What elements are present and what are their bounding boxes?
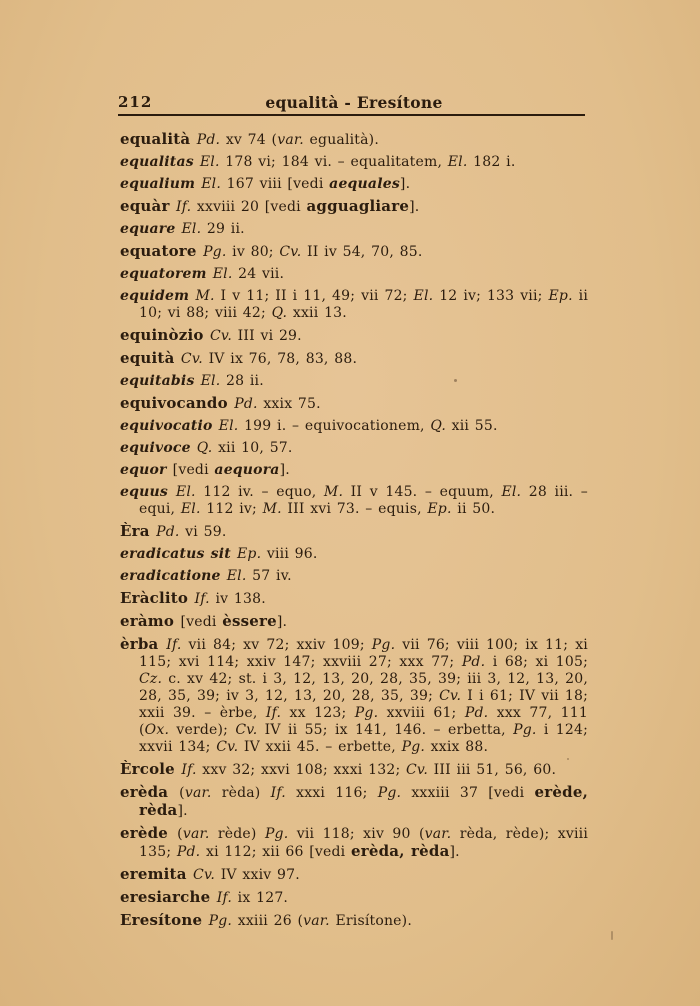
entry-word: equalium [120, 176, 202, 192]
entry-text: III xvi 73. – equis, [281, 501, 428, 517]
index-entry [120, 546, 588, 563]
entry-text: If. [265, 705, 282, 721]
entry-text: El. [199, 154, 220, 170]
entry-text: If. [194, 591, 210, 607]
entry-text: Pd. [196, 132, 221, 148]
entry-text: If. [181, 762, 197, 778]
entry-text: If. [216, 890, 233, 906]
index-entry [120, 288, 588, 322]
entry-word: equare [120, 221, 182, 237]
entry-text: IV xxiv 97. [215, 867, 300, 883]
entry-word: erède [120, 824, 178, 842]
entry-text: 28 iii. – equi, [139, 484, 588, 517]
entry-text: ]. [399, 176, 411, 192]
entry-text: var. [277, 132, 304, 148]
entry-text: ix 127. [232, 890, 289, 906]
entry-text: Pd. [156, 524, 180, 540]
entry-text: 57 iv. [246, 568, 292, 584]
entry-text: xxii 13. [287, 305, 347, 321]
entry-text: M. [323, 484, 344, 500]
entry-word: erède, rèda [139, 783, 588, 819]
entry-text: III iii 51, 56, 60. [428, 762, 557, 778]
entry-text: 178 vi; 184 vi. – equalitatem, [219, 154, 448, 170]
entries [120, 131, 588, 935]
entry-text: El. [447, 154, 468, 170]
entry-word: equus [120, 484, 176, 500]
entry-text: El. [181, 221, 202, 237]
index-entry [120, 761, 588, 779]
entry-word: eradicatione [120, 568, 227, 584]
entry-text: 12 iv; 133 vii; [433, 288, 549, 304]
entry-word: erèda, rèda [351, 842, 450, 860]
entry-text: Cv. [216, 739, 239, 755]
entry-text: xv 74 ( [220, 132, 278, 148]
entry-word: eràmo [120, 612, 181, 630]
entry-text: Pg. [354, 705, 379, 721]
index-entry [120, 327, 588, 345]
entry-text: Erisítone). [329, 913, 412, 929]
entry-text: El. [175, 484, 196, 500]
entry-word: equivocando [120, 394, 235, 412]
entry-text: If. [175, 199, 192, 215]
index-entry [120, 131, 588, 149]
entry-text: ii 50. [451, 501, 496, 517]
entry-text: egualità). [303, 132, 379, 148]
entry-word: eremita [120, 865, 194, 883]
entry-text: ii 10; vi 88; viii 42; [139, 288, 589, 321]
entry-text: I i 61; IV vii 18; xxii 39. – èrbe, [139, 688, 589, 721]
entry-text: I v 11; II i 11, 49; vii 72; [214, 288, 414, 304]
entry-text: 24 vii. [232, 266, 285, 282]
entry-text: ( [177, 826, 183, 842]
page-number: 212 [118, 93, 153, 111]
entry-text: vi 59. [179, 524, 227, 540]
entry-text: var. [424, 826, 452, 842]
entry-word: equivoce [120, 440, 197, 456]
entry-text: var. [184, 785, 212, 801]
entry-word: equatorem [120, 266, 213, 282]
entry-text: iv 80; [226, 244, 280, 260]
entry-text: var. [182, 826, 210, 842]
entry-word: Eresítone [120, 911, 209, 929]
entry-text: If. [166, 637, 182, 653]
entry-text: [vedi [180, 614, 223, 630]
entry-text: Pg. [203, 244, 227, 260]
entry-text: ( [179, 785, 185, 801]
entry-text: ]. [409, 199, 420, 215]
entry-text: Cz. [139, 671, 163, 687]
entry-word: èssere [222, 612, 277, 630]
index-entry [120, 462, 588, 479]
entry-text: xxiii 26 ( [232, 913, 304, 929]
entry-text: M. [262, 501, 282, 517]
index-entry [120, 154, 588, 171]
entry-text: c. xv 42; st. i 3, 12, 13, 20, 28, 35, 39; iii 3, 12, 13, 20, 28, 35, 39; iv 3, 12, 13, 20, 28, 35, 39; [139, 671, 588, 704]
entry-text: Pd. [176, 844, 201, 860]
entry-text: IV xxii 45. – erbette, [238, 739, 402, 755]
entry-text: Ox. [144, 722, 170, 738]
index-entry [120, 590, 588, 608]
entry-word: eresiarche [120, 888, 217, 906]
entry-text: verde); [169, 722, 236, 738]
entry-text: xii 10, 57. [212, 440, 293, 456]
entry-word: Eràclito [120, 589, 195, 607]
entry-text: M. [195, 288, 215, 304]
entry-text: xxv 32; xxvi 108; xxxi 132; [196, 762, 407, 778]
entry-text: El. [218, 418, 239, 434]
entry-text: III vi 29. [232, 328, 302, 344]
entry-text: 167 viii [vedi [221, 176, 330, 192]
entry-text: Pd. [461, 654, 486, 670]
entry-text: ]. [449, 844, 460, 860]
entry-text: xi 112; xii 66 [vedi [200, 844, 352, 860]
entry-text: 29 ii. [201, 221, 245, 237]
entry-text: [vedi [172, 462, 215, 478]
scan-speck [567, 758, 569, 760]
index-entry [120, 243, 588, 261]
entry-text: Cv. [439, 688, 462, 704]
entry-word: equivocatio [120, 418, 219, 434]
entry-text: xii 55. [446, 418, 498, 434]
entry-text: IV ii 55; ix 141, 146. – erbetta, [257, 722, 514, 738]
entry-text: Pg. [377, 785, 402, 801]
entry-text: xxviii 20 [vedi [191, 199, 307, 215]
entry-text: Pd. [234, 396, 258, 412]
entry-word: equitabis [120, 373, 201, 389]
entry-text: Cv. [210, 328, 233, 344]
entry-word: equidem [120, 288, 196, 304]
index-entry [120, 568, 588, 585]
entry-text: El. [201, 176, 221, 192]
entry-text: vii 84; xv 72; xxiv 109; [181, 637, 372, 653]
entry-text: xxxiii 37 [vedi [401, 785, 535, 801]
running-title: equalità - Eresítone [265, 93, 443, 112]
entry-text: Ep. [237, 546, 262, 562]
entry-text: 199 i. – equivocationem, [238, 418, 431, 434]
entry-text: Cv. [193, 867, 216, 883]
entry-word: aequora [214, 462, 280, 478]
index-entry [120, 176, 588, 193]
entry-text: xxx 77, 111 ( [139, 705, 588, 738]
index-entry [120, 198, 588, 216]
index-entry [120, 613, 588, 631]
entry-word: equinòzio [120, 326, 210, 344]
entry-text: If. [270, 785, 286, 801]
entry-text: vii 76; viii 100; ix 11; xi 115; xvi 114; xxiv 147; xxviii 27; xxx 77; [139, 637, 588, 670]
entry-text: El. [180, 501, 201, 517]
entry-text: i 124; xxvii 134; [139, 722, 588, 755]
entry-text: Cv. [279, 244, 302, 260]
entry-text: El. [413, 288, 434, 304]
entry-text: Pg. [264, 826, 289, 842]
entry-text: Cv. [406, 762, 429, 778]
entry-word: equàr [120, 197, 176, 215]
entry-word: èrba [120, 635, 167, 653]
entry-text: Q. [196, 440, 213, 456]
index-entry [120, 784, 588, 820]
entry-text: xxviii 61; [378, 705, 465, 721]
entry-text: ]. [177, 803, 188, 819]
entry-word: equor [120, 462, 173, 478]
entry-word: equalitas [120, 154, 200, 170]
entry-text: xxix 88. [425, 739, 489, 755]
entry-text: xxix 75. [257, 396, 321, 412]
entry-text: Cv. [180, 351, 203, 367]
index-entry [120, 266, 588, 283]
index-entry [120, 350, 588, 368]
index-entry [120, 912, 588, 930]
entry-text: Pg. [371, 637, 396, 653]
entry-text: ]. [279, 462, 290, 478]
entry-word: erèda [120, 783, 180, 801]
index-entry [120, 221, 588, 238]
entry-word: aequales [329, 176, 400, 192]
entry-word: equalità [120, 130, 197, 148]
entry-text: 112 iv. – equo, [195, 484, 324, 500]
entry-text: II v 145. – equum, [343, 484, 502, 500]
entry-text: El. [200, 373, 221, 389]
entry-text: ]. [276, 614, 288, 630]
index-entry [120, 523, 588, 541]
entry-text: xxxi 116; [285, 785, 378, 801]
entry-word: Èrcole [120, 760, 182, 778]
entry-text: var. [303, 913, 330, 929]
entry-text: 182 i. [467, 154, 516, 170]
entry-text: El. [226, 568, 247, 584]
index-entry [120, 866, 588, 884]
entry-text: El. [501, 484, 522, 500]
entry-text: rèda) [211, 785, 271, 801]
entry-text: viii 96. [261, 546, 318, 562]
entry-text: 28 ii. [220, 373, 264, 389]
scan-speck [454, 379, 457, 382]
index-entry [120, 825, 588, 861]
entry-text: IV ix 76, 78, 83, 88. [202, 351, 358, 367]
entry-text: i 68; xi 105; [485, 654, 589, 670]
entry-word: equità [120, 349, 181, 367]
index-entry [120, 889, 588, 907]
entry-text: El. [212, 266, 233, 282]
index-entry [120, 636, 588, 756]
entry-text: Pg. [513, 722, 537, 738]
entry-word: agguagliare [306, 197, 410, 215]
entry-word: Èra [120, 522, 157, 540]
entry-text: Q. [271, 305, 288, 321]
entry-text: rède) [209, 826, 265, 842]
entry-text: Ep. [427, 501, 452, 517]
entry-word: equatore [120, 242, 204, 260]
entry-text: xx 123; [281, 705, 355, 721]
entry-text: rèda, rède); xviii 135; [139, 826, 588, 860]
entry-text: iv 138. [209, 591, 266, 607]
entry-text: Pd. [464, 705, 489, 721]
entry-text: Pg. [208, 913, 233, 929]
index-entry [120, 418, 588, 435]
entry-text: 112 iv; [200, 501, 263, 517]
entry-text: Cv. [235, 722, 258, 738]
index-entry [120, 440, 588, 457]
index-entry [120, 373, 588, 390]
entry-text: Ep. [548, 288, 573, 304]
header-rule [118, 114, 585, 116]
entry-text: vii 118; xiv 90 ( [288, 826, 425, 842]
index-entry [120, 395, 588, 413]
scan-speck [611, 931, 613, 940]
entry-text: Pg. [401, 739, 426, 755]
entry-text: II iv 54, 70, 85. [301, 244, 423, 260]
entry-word: eradicatus sit [120, 546, 237, 562]
index-entry [120, 484, 588, 518]
entry-text: Q. [430, 418, 446, 434]
